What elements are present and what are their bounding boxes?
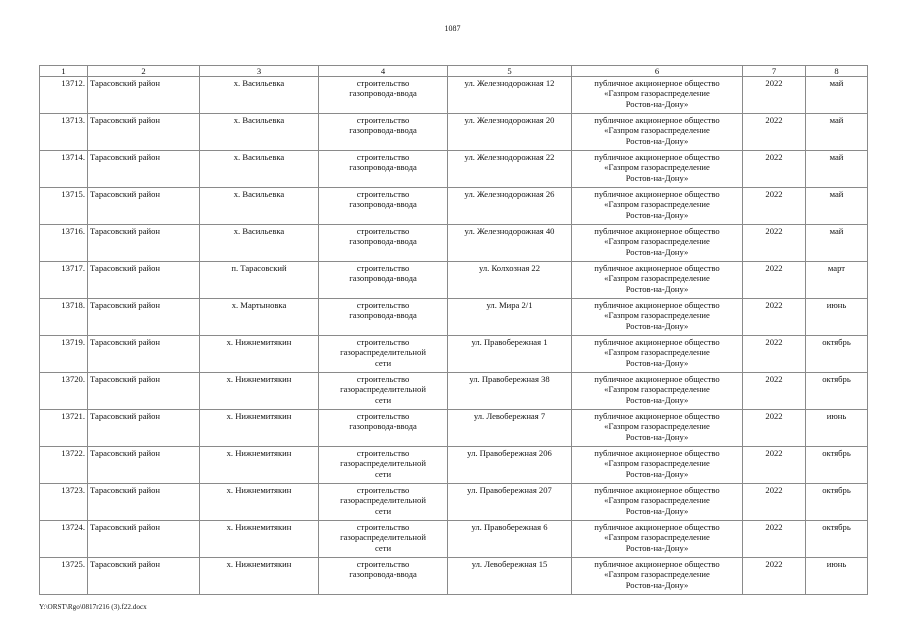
organization-cell	[572, 188, 743, 225]
table-row	[40, 558, 868, 595]
table-row	[40, 151, 868, 188]
year-cell: 2022	[743, 262, 806, 299]
cell-line: строительство	[356, 300, 410, 310]
work-type-cell	[319, 77, 448, 114]
work-type-cell	[319, 410, 448, 447]
cell-line: «Газпром газораспределение	[604, 273, 710, 284]
cell-line: строительство	[356, 226, 410, 236]
cell-line: Ростов-на-Дону»	[625, 357, 689, 368]
row-number: 13718.	[40, 299, 88, 336]
table-row	[40, 262, 868, 299]
work-type-cell	[319, 188, 448, 225]
cell-line: строительство	[356, 559, 410, 569]
cell-line: строительство	[356, 374, 410, 384]
cell-line: газопровода-ввода	[349, 421, 417, 432]
cell-line: Ростов-на-Дону»	[625, 320, 689, 331]
cell-line: газопровода-ввода	[349, 569, 417, 580]
table-row	[40, 484, 868, 521]
settlement-cell: х. Васильевка	[200, 114, 319, 151]
cell-line: газопровода-ввода	[349, 273, 417, 284]
district-cell: Тарасовский район	[88, 447, 200, 484]
district-cell: Тарасовский район	[88, 410, 200, 447]
district-cell: Тарасовский район	[88, 373, 200, 410]
year-cell: 2022	[743, 484, 806, 521]
column-header: 2	[88, 66, 200, 77]
address-cell: ул. Правобережная 38	[448, 373, 572, 410]
month-cell: май	[806, 151, 868, 188]
column-header: 3	[200, 66, 319, 77]
cell-line: строительство	[356, 411, 410, 421]
cell-line: «Газпром газораспределение	[604, 199, 710, 210]
district-cell: Тарасовский район	[88, 114, 200, 151]
year-cell: 2022	[743, 188, 806, 225]
organization-cell	[572, 521, 743, 558]
organization-cell	[572, 151, 743, 188]
cell-line: Ростов-на-Дону»	[625, 135, 689, 146]
cell-line: строительство	[356, 448, 410, 458]
column-number-row	[40, 66, 868, 77]
settlement-cell: х. Нижнемитякин	[200, 484, 319, 521]
address-cell: ул. Правобережная 6	[448, 521, 572, 558]
cell-line: публичное акционерное общество	[594, 300, 720, 310]
cell-line: газопровода-ввода	[349, 88, 417, 99]
table-row	[40, 225, 868, 262]
work-type-cell	[319, 299, 448, 336]
settlement-cell: х. Нижнемитякин	[200, 558, 319, 595]
cell-line: строительство	[356, 522, 410, 532]
cell-line: «Газпром газораспределение	[604, 310, 710, 321]
work-type-cell	[319, 521, 448, 558]
row-number: 13713.	[40, 114, 88, 151]
column-header: 4	[319, 66, 448, 77]
cell-line: публичное акционерное общество	[594, 263, 720, 273]
cell-line: газопровода-ввода	[349, 125, 417, 136]
row-number: 13721.	[40, 410, 88, 447]
cell-line: строительство	[356, 263, 410, 273]
month-cell: июнь	[806, 410, 868, 447]
row-number: 13719.	[40, 336, 88, 373]
month-cell: март	[806, 262, 868, 299]
file-path-footer: Y:\ORST\Rgo\0817r216 (3).f22.docx	[39, 603, 147, 611]
settlement-cell: х. Нижнемитякин	[200, 521, 319, 558]
address-cell: ул. Правобережная 206	[448, 447, 572, 484]
year-cell: 2022	[743, 558, 806, 595]
settlement-cell: х. Нижнемитякин	[200, 447, 319, 484]
cell-line: сети	[374, 468, 392, 479]
column-header: 8	[806, 66, 868, 77]
row-number: 13715.	[40, 188, 88, 225]
cell-line: «Газпром газораспределение	[604, 236, 710, 247]
settlement-cell: х. Васильевка	[200, 225, 319, 262]
cell-line: публичное акционерное общество	[594, 115, 720, 125]
work-type-cell	[319, 262, 448, 299]
cell-line: Ростов-на-Дону»	[625, 505, 689, 516]
organization-cell	[572, 558, 743, 595]
work-type-cell	[319, 558, 448, 595]
cell-line: «Газпром газораспределение	[604, 495, 710, 506]
month-cell: май	[806, 77, 868, 114]
address-cell: ул. Левобережная 15	[448, 558, 572, 595]
column-header: 1	[40, 66, 88, 77]
cell-line: сети	[374, 357, 392, 368]
row-number: 13717.	[40, 262, 88, 299]
cell-line: публичное акционерное общество	[594, 226, 720, 236]
column-header: 5	[448, 66, 572, 77]
cell-line: публичное акционерное общество	[594, 189, 720, 199]
address-cell: ул. Левобережная 7	[448, 410, 572, 447]
cell-line: публичное акционерное общество	[594, 374, 720, 384]
cell-line: газопровода-ввода	[349, 199, 417, 210]
cell-line: публичное акционерное общество	[594, 559, 720, 569]
cell-line: Ростов-на-Дону»	[625, 283, 689, 294]
year-cell: 2022	[743, 410, 806, 447]
column-header: 7	[743, 66, 806, 77]
organization-cell	[572, 484, 743, 521]
cell-line: публичное акционерное общество	[594, 448, 720, 458]
district-cell: Тарасовский район	[88, 484, 200, 521]
year-cell: 2022	[743, 447, 806, 484]
month-cell: май	[806, 225, 868, 262]
cell-line: газопровода-ввода	[349, 236, 417, 247]
cell-line: «Газпром газораспределение	[604, 125, 710, 136]
address-cell: ул. Правобережная 207	[448, 484, 572, 521]
cell-line: публичное акционерное общество	[594, 411, 720, 421]
cell-line: строительство	[356, 78, 410, 88]
settlement-cell: х. Мартыновка	[200, 299, 319, 336]
cell-line: газораспределительной	[340, 495, 426, 506]
cell-line: строительство	[356, 485, 410, 495]
district-cell: Тарасовский район	[88, 521, 200, 558]
cell-line: публичное акционерное общество	[594, 522, 720, 532]
table-row	[40, 299, 868, 336]
district-cell: Тарасовский район	[88, 151, 200, 188]
settlement-cell: х. Васильевка	[200, 77, 319, 114]
cell-line: Ростов-на-Дону»	[625, 209, 689, 220]
cell-line: публичное акционерное общество	[594, 337, 720, 347]
year-cell: 2022	[743, 336, 806, 373]
organization-cell	[572, 225, 743, 262]
table-row	[40, 521, 868, 558]
month-cell: июнь	[806, 299, 868, 336]
cell-line: «Газпром газораспределение	[604, 421, 710, 432]
settlement-cell: х. Нижнемитякин	[200, 373, 319, 410]
cell-line: Ростов-на-Дону»	[625, 579, 689, 590]
month-cell: октябрь	[806, 447, 868, 484]
work-type-cell	[319, 225, 448, 262]
district-cell: Тарасовский район	[88, 77, 200, 114]
cell-line: сети	[374, 542, 392, 553]
month-cell: октябрь	[806, 521, 868, 558]
district-cell: Тарасовский район	[88, 262, 200, 299]
page-number: 1087	[444, 24, 461, 33]
column-header: 6	[572, 66, 743, 77]
address-cell: ул. Железнодорожная 40	[448, 225, 572, 262]
cell-line: Ростов-на-Дону»	[625, 431, 689, 442]
address-cell: ул. Мира 2/1	[448, 299, 572, 336]
cell-line: сети	[374, 505, 392, 516]
row-number: 13716.	[40, 225, 88, 262]
year-cell: 2022	[743, 373, 806, 410]
cell-line: газопровода-ввода	[349, 162, 417, 173]
cell-line: «Газпром газораспределение	[604, 88, 710, 99]
table-row	[40, 114, 868, 151]
row-number: 13712.	[40, 77, 88, 114]
district-cell: Тарасовский район	[88, 225, 200, 262]
cell-line: сети	[374, 394, 392, 405]
year-cell: 2022	[743, 77, 806, 114]
row-number: 13723.	[40, 484, 88, 521]
year-cell: 2022	[743, 521, 806, 558]
month-cell: октябрь	[806, 484, 868, 521]
table-row	[40, 373, 868, 410]
cell-line: газораспределительной	[340, 458, 426, 469]
cell-line: Ростов-на-Дону»	[625, 172, 689, 183]
cell-line: Ростов-на-Дону»	[625, 542, 689, 553]
cell-line: «Газпром газораспределение	[604, 384, 710, 395]
organization-cell	[572, 299, 743, 336]
address-cell: ул. Правобережная 1	[448, 336, 572, 373]
cell-line: «Газпром газораспределение	[604, 162, 710, 173]
year-cell: 2022	[743, 114, 806, 151]
row-number: 13722.	[40, 447, 88, 484]
work-type-cell	[319, 484, 448, 521]
work-type-cell	[319, 373, 448, 410]
cell-line: Ростов-на-Дону»	[625, 98, 689, 109]
cell-line: «Газпром газораспределение	[604, 569, 710, 580]
work-type-cell	[319, 151, 448, 188]
settlement-cell: х. Нижнемитякин	[200, 410, 319, 447]
work-type-cell	[319, 336, 448, 373]
cell-line: Ростов-на-Дону»	[625, 468, 689, 479]
address-cell: ул. Железнодорожная 26	[448, 188, 572, 225]
table-row	[40, 188, 868, 225]
cell-line: строительство	[356, 337, 410, 347]
settlement-cell: п. Тарасовский	[200, 262, 319, 299]
district-cell: Тарасовский район	[88, 558, 200, 595]
cell-line: публичное акционерное общество	[594, 485, 720, 495]
cell-line: Ростов-на-Дону»	[625, 246, 689, 257]
cell-line: публичное акционерное общество	[594, 78, 720, 88]
district-cell: Тарасовский район	[88, 336, 200, 373]
settlement-cell: х. Васильевка	[200, 188, 319, 225]
organization-cell	[572, 410, 743, 447]
month-cell: май	[806, 188, 868, 225]
month-cell: май	[806, 114, 868, 151]
cell-line: строительство	[356, 115, 410, 125]
cell-line: строительство	[356, 189, 410, 199]
district-cell: Тарасовский район	[88, 188, 200, 225]
work-type-cell	[319, 447, 448, 484]
cell-line: газопровода-ввода	[349, 310, 417, 321]
cell-line: Ростов-на-Дону»	[625, 394, 689, 405]
organization-cell	[572, 336, 743, 373]
cell-line: строительство	[356, 152, 410, 162]
cell-line: «Газпром газораспределение	[604, 458, 710, 469]
cell-line: газораспределительной	[340, 347, 426, 358]
address-cell: ул. Колхозная 22	[448, 262, 572, 299]
table-row	[40, 77, 868, 114]
address-cell: ул. Железнодорожная 22	[448, 151, 572, 188]
gasification-table	[39, 65, 868, 595]
organization-cell	[572, 447, 743, 484]
month-cell: июнь	[806, 558, 868, 595]
month-cell: октябрь	[806, 336, 868, 373]
settlement-cell: х. Нижнемитякин	[200, 336, 319, 373]
table-row	[40, 336, 868, 373]
cell-line: газораспределительной	[340, 532, 426, 543]
organization-cell	[572, 114, 743, 151]
row-number: 13725.	[40, 558, 88, 595]
organization-cell	[572, 77, 743, 114]
table-row	[40, 410, 868, 447]
month-cell: октябрь	[806, 373, 868, 410]
cell-line: «Газпром газораспределение	[604, 347, 710, 358]
table-row	[40, 447, 868, 484]
cell-line: «Газпром газораспределение	[604, 532, 710, 543]
address-cell: ул. Железнодорожная 20	[448, 114, 572, 151]
table-body	[40, 77, 868, 595]
year-cell: 2022	[743, 225, 806, 262]
row-number: 13714.	[40, 151, 88, 188]
address-cell: ул. Железнодорожная 12	[448, 77, 572, 114]
year-cell: 2022	[743, 299, 806, 336]
row-number: 13720.	[40, 373, 88, 410]
settlement-cell: х. Васильевка	[200, 151, 319, 188]
row-number: 13724.	[40, 521, 88, 558]
work-type-cell	[319, 114, 448, 151]
organization-cell	[572, 262, 743, 299]
cell-line: публичное акционерное общество	[594, 152, 720, 162]
cell-line: газораспределительной	[340, 384, 426, 395]
district-cell: Тарасовский район	[88, 299, 200, 336]
organization-cell	[572, 373, 743, 410]
year-cell: 2022	[743, 151, 806, 188]
